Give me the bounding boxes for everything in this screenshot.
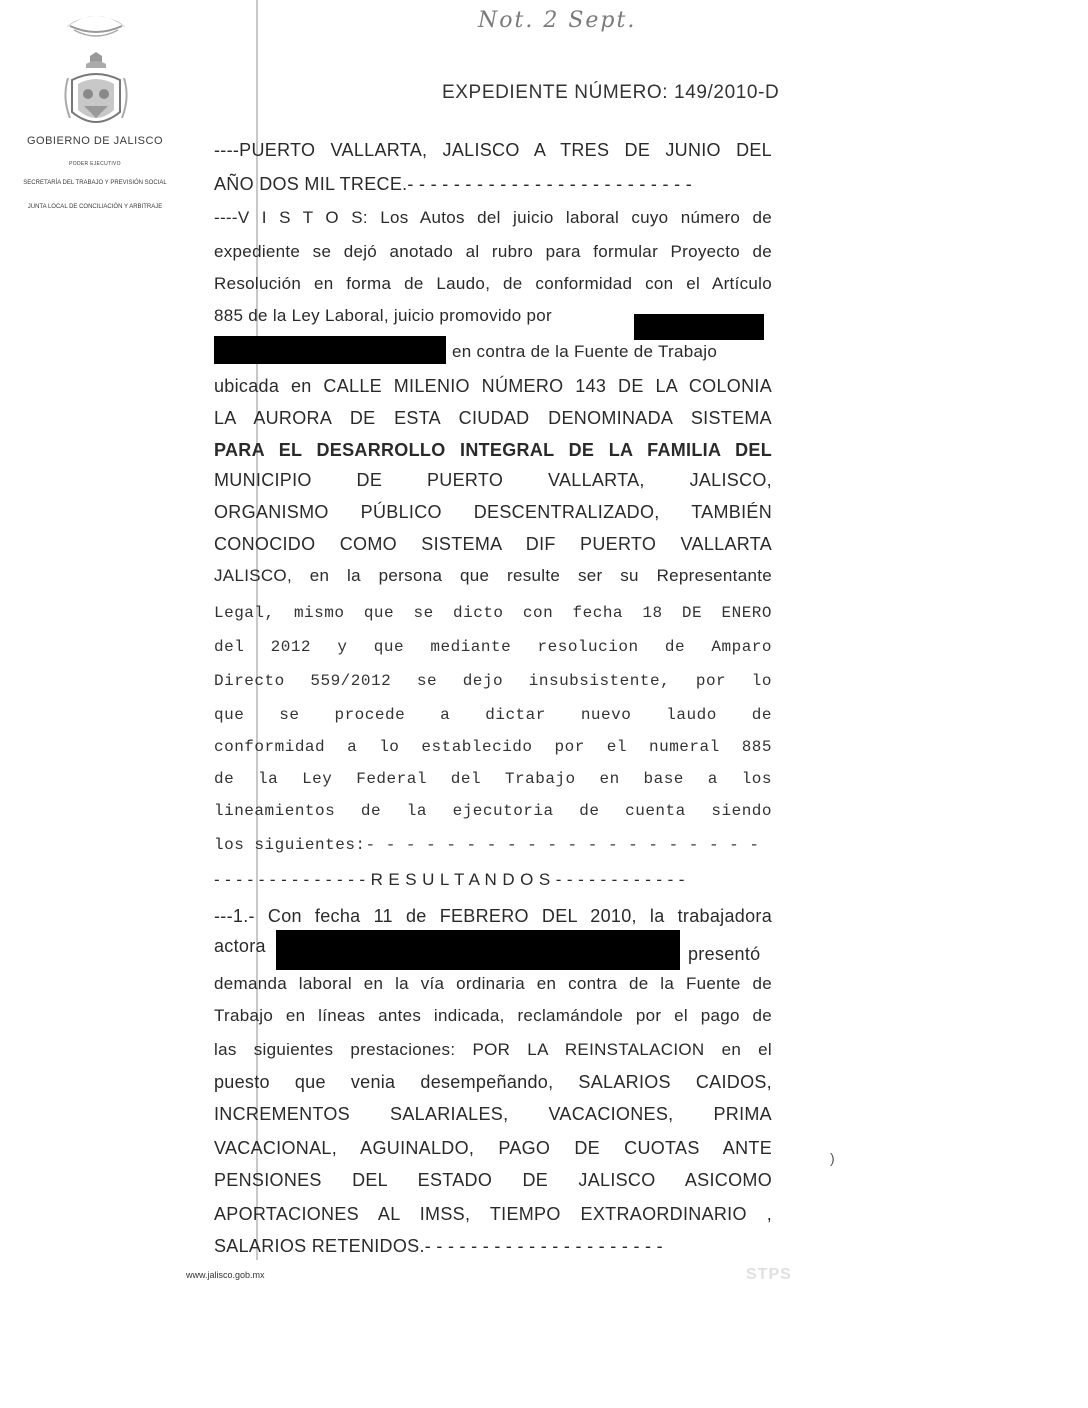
text-line: ----PUERTO VALLARTA, JALISCO A TRES DE JUNIO DEL [214, 140, 772, 160]
footer-url: www.jalisco.gob.mx [186, 1270, 265, 1280]
text-line: en contra de la Fuente de Trabajo [452, 342, 718, 361]
jalisco-crest-icon [56, 8, 136, 138]
text-line: LA AURORA DE ESTA CIUDAD DENOMINADA SISTEMA [214, 408, 772, 428]
text-line: PARA EL DESARROLLO INTEGRAL DE LA FAMILIA DEL [214, 440, 772, 460]
redaction-block [276, 930, 680, 970]
text-line: demanda laboral en la vía ordinaria en contra de la Fuente de [214, 974, 772, 993]
text-line: los siguientes:- - - - - - - - - - - - - - - - - - - - [214, 836, 760, 854]
text-line: INCREMENTOS SALARIALES, VACACIONES, PRIMA [214, 1104, 772, 1124]
text-line: lineamientos de la ejecutoria de cuenta siendo [214, 802, 772, 820]
text-line: Legal, mismo que se dicto con fecha 18 DE ENERO [214, 604, 772, 622]
redaction-block [214, 336, 446, 364]
text-line: ----V I S T O S: Los Autos del juicio laboral cuyo número de [214, 208, 772, 227]
section-heading: - - - - - - - - - - - - - - R E S U L T A N D O S - - - - - - - - - - - - [214, 870, 685, 889]
text-line: ---1.- Con fecha 11 de FEBRERO DEL 2010, la trabajadora [214, 906, 772, 926]
case-number: EXPEDIENTE NÚMERO: 149/2010-D [442, 82, 780, 103]
text-line: presentó [688, 944, 761, 964]
text-line: ORGANISMO PÚBLICO DESCENTRALIZADO, TAMBIÉN [214, 502, 772, 522]
board-name: JUNTA LOCAL DE CONCILIACIÓN Y ARBITRAJE [27, 204, 163, 210]
text-line: PENSIONES DEL ESTADO DE JALISCO ASICOMO [214, 1170, 772, 1190]
text-line: CONOCIDO COMO SISTEMA DIF PUERTO VALLARTA [214, 534, 772, 554]
text-line: puesto que venia desempeñando, SALARIOS CAIDOS, [214, 1072, 772, 1092]
margin-mark: ) [830, 1150, 835, 1166]
text-line: conformidad a lo establecido por el numeral 885 [214, 738, 772, 756]
text-line: 885 de la Ley Laboral, juicio promovido por [214, 306, 552, 325]
text-line: actora [214, 936, 266, 956]
text-line: Directo 559/2012 se dejo insubsistente, por lo [214, 672, 772, 690]
text-line: VACACIONAL, AGUINALDO, PAGO DE CUOTAS ANTE [214, 1138, 772, 1158]
text-line: MUNICIPIO DE PUERTO VALLARTA, JALISCO, [214, 470, 772, 490]
text-line: SALARIOS RETENIDOS.- - - - - - - - - - - - - - - - - - - - - [214, 1236, 663, 1256]
text-line: que se procede a dictar nuevo laudo de [214, 706, 772, 724]
text-line: las siguientes prestaciones: POR LA REINSTALACION en el [214, 1040, 772, 1059]
text-line: AÑO DOS MIL TRECE.- - - - - - - - - - - - - - - - - - - - - - - - - [214, 174, 693, 194]
redaction-block [634, 314, 764, 340]
text-line: APORTACIONES AL IMSS, TIEMPO EXTRAORDINARIO , [214, 1204, 772, 1224]
text-line: expediente se dejó anotado al rubro para formular Proyecto de [214, 242, 772, 261]
stps-watermark: STPS [746, 1266, 792, 1283]
text-line: JALISCO, en la persona que resulte ser su Representante [214, 566, 772, 585]
handwritten-note: Not. 2 Sept. [478, 8, 637, 33]
government-branch: PODER EJECUTIVO [69, 161, 121, 167]
text-line: ubicada en CALLE MILENIO NÚMERO 143 DE LA COLONIA [214, 376, 772, 396]
text-line: del 2012 y que mediante resolucion de Amparo [214, 638, 772, 656]
text-line: de la Ley Federal del Trabajo en base a los [214, 770, 772, 788]
text-line: Trabajo en líneas antes indicada, reclamándole por el pago de [214, 1006, 772, 1025]
text-line: Resolución en forma de Laudo, de conformidad con el Artículo [214, 274, 772, 293]
secretariat-name: SECRETARÍA DEL TRABAJO Y PREVISIÓN SOCIAL [23, 180, 167, 186]
government-name: GOBIERNO DE JALISCO [26, 135, 164, 147]
